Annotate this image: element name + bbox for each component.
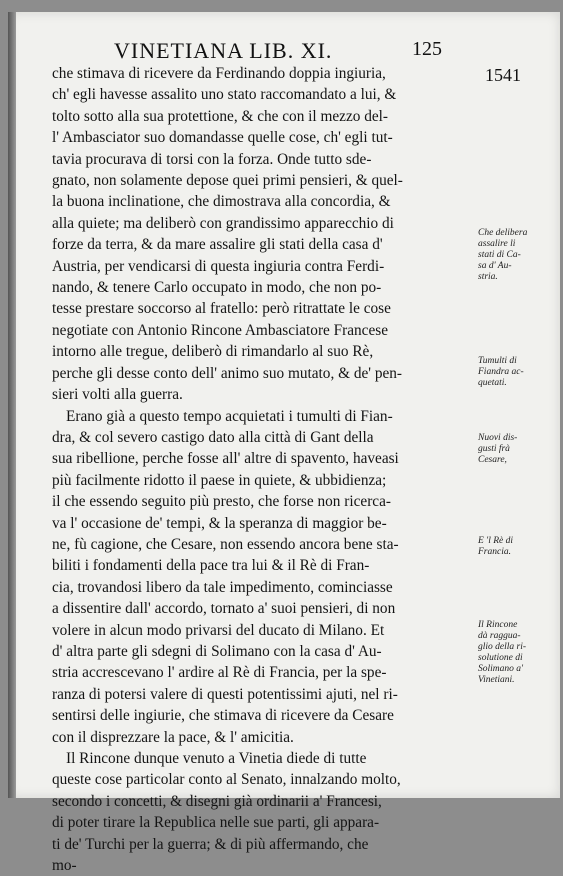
margin-note-line: Francia.	[478, 547, 511, 557]
text-line: va l' occasione de' tempi, & la speranza di maggior be-	[52, 514, 387, 532]
text-line: a dissentire dall' accordo, tornato a' suoi pensieri, di non	[52, 600, 396, 618]
margin-note-line: stria.	[478, 272, 498, 282]
text-line: gnato, non solamente depose quei primi pensieri, & quel-	[52, 172, 403, 190]
text-line: tavia procurava di torsi con la forza. Onde tutto sde-	[52, 150, 372, 168]
text-line: l' Ambasciator suo domandasse quelle cose, ch' egli tut-	[52, 129, 393, 147]
margin-note-re-di-francia	[478, 536, 550, 558]
text-line: ranza di potersi valere di questi potentissimi ajuti, nel ri-	[52, 685, 398, 703]
text-line: biliti i fondamenti della pace tra lui & il Rè di Fran-	[52, 557, 370, 575]
text-line: ch' egli havesse assalito uno stato raccomandato a lui, &	[52, 86, 397, 104]
margin-note-tumulti	[478, 356, 550, 389]
text-line: tolto sotto alla sua protettione, & che con il mezzo del-	[52, 107, 389, 125]
margin-note-line: assalire li	[478, 239, 516, 249]
text-line: Erano già a questo tempo acquietati i tumulti di Fian-	[66, 407, 393, 425]
margin-note-line: Cesare,	[478, 455, 507, 465]
margin-note-line: Tumulti di	[478, 356, 517, 366]
margin-note-line: Fiandra ac-	[478, 367, 524, 377]
text-line: Il Rincone dunque venuto a Vinetia diede di tutte	[66, 750, 367, 767]
text-line: secondo i concetti, & disegni già ordinarii a' Francesi,	[52, 792, 382, 810]
text-line: nando, & tenere Carlo occupato in modo, che non po-	[52, 279, 382, 297]
margin-note-line: Che delibera	[478, 228, 528, 238]
page-number: 125	[412, 38, 442, 60]
running-header-title: VINETIANA LIB. XI.	[114, 38, 333, 63]
margin-note-line: gusti frà	[478, 444, 510, 454]
text-line: sentirsi delle ingiurie, che stimava di ricevere da Cesare	[52, 707, 394, 725]
text-line: Austria, per vendicarsi di questa ingiuria contra Ferdi-	[52, 257, 385, 275]
text-line: forze da terra, & da mare assalire gli stati della casa d'	[52, 236, 383, 254]
text-line: di poter tirare la Republica nelle sue parti, gli appara-	[52, 814, 380, 832]
margin-note-line: E 'l Rè di	[478, 536, 514, 546]
margin-note-line: quetati.	[478, 378, 507, 388]
margin-note-che-delibera	[478, 228, 550, 283]
text-line: intorno alle tregue, deliberò di rimandarlo al suo Rè,	[52, 343, 374, 361]
text-line: che stimava di ricevere da Ferdinando doppia ingiuria,	[52, 65, 386, 82]
text-line: perche gli desse conto dell' animo suo mutato, & de' pen-	[52, 364, 403, 382]
page-gutter-shadow	[8, 12, 16, 798]
margin-note-line: solutione di	[478, 653, 523, 663]
margin-note-line: Nuovi dis-	[478, 433, 518, 443]
text-line: queste cose particolar conto al Senato, innalzando molto,	[52, 771, 401, 789]
margin-note-line: Solimano a'	[478, 664, 524, 674]
margin-note-line: glio della ri-	[478, 642, 527, 652]
text-line: cia, trovandosi libero da tale impedimento, cominciasse	[52, 578, 393, 596]
main-text-body	[52, 63, 472, 876]
text-line: mo-	[52, 857, 77, 875]
margin-note-line: Il Rincone	[478, 620, 518, 630]
text-line: negotiate con Antonio Rincone Ambasciatore Francese	[52, 321, 389, 339]
margin-note-line: Vinetiani.	[478, 675, 515, 685]
text-line: alla quiete; ma deliberò con grandissimo apparecchio di	[52, 214, 394, 232]
text-line: sieri volti alla guerra.	[52, 386, 183, 404]
text-line: ne, fù cagione, che Cesare, non essendo ancora bene sta-	[52, 535, 399, 553]
text-line: con il disprezzare la pace, & l' amicitia.	[52, 728, 294, 746]
text-line: stria accrescevano l' ardire al Rè di Francia, per la spe-	[52, 664, 387, 682]
margin-year: 1541	[485, 65, 521, 85]
text-line: la buona inclinatione, che dimostrava alla concordia, &	[52, 193, 391, 211]
margin-note-rincone	[478, 620, 550, 686]
text-line: più facilmente ridotto il paese in quiete, & ubbidienza;	[52, 471, 387, 489]
margin-note-line: stati di Ca-	[478, 250, 521, 260]
text-line: d' altra parte gli sdegni di Solimano con la casa d' Au-	[52, 642, 382, 660]
text-line: il che essendo seguito più presto, che forse non ricerca-	[52, 493, 391, 511]
text-line: dra, & col severo castigo dato alla città di Gant della	[52, 428, 374, 446]
text-line: volere in alcun modo privarsi del ducato di Milano. Et	[52, 621, 385, 639]
text-line: ti de' Turchi per la guerra; & di più affermando, che	[52, 835, 369, 853]
text-line: sua ribellione, perche fosse all' altre di spavento, haveasi	[52, 450, 399, 468]
text-line: tesse prestare soccorso al fratello: però ritrattate le cose	[52, 300, 391, 318]
margin-note-line: sa d' Au-	[478, 261, 512, 271]
margin-note-nuovi-disgusti	[478, 433, 550, 466]
margin-note-line: dà raggua-	[478, 631, 521, 641]
